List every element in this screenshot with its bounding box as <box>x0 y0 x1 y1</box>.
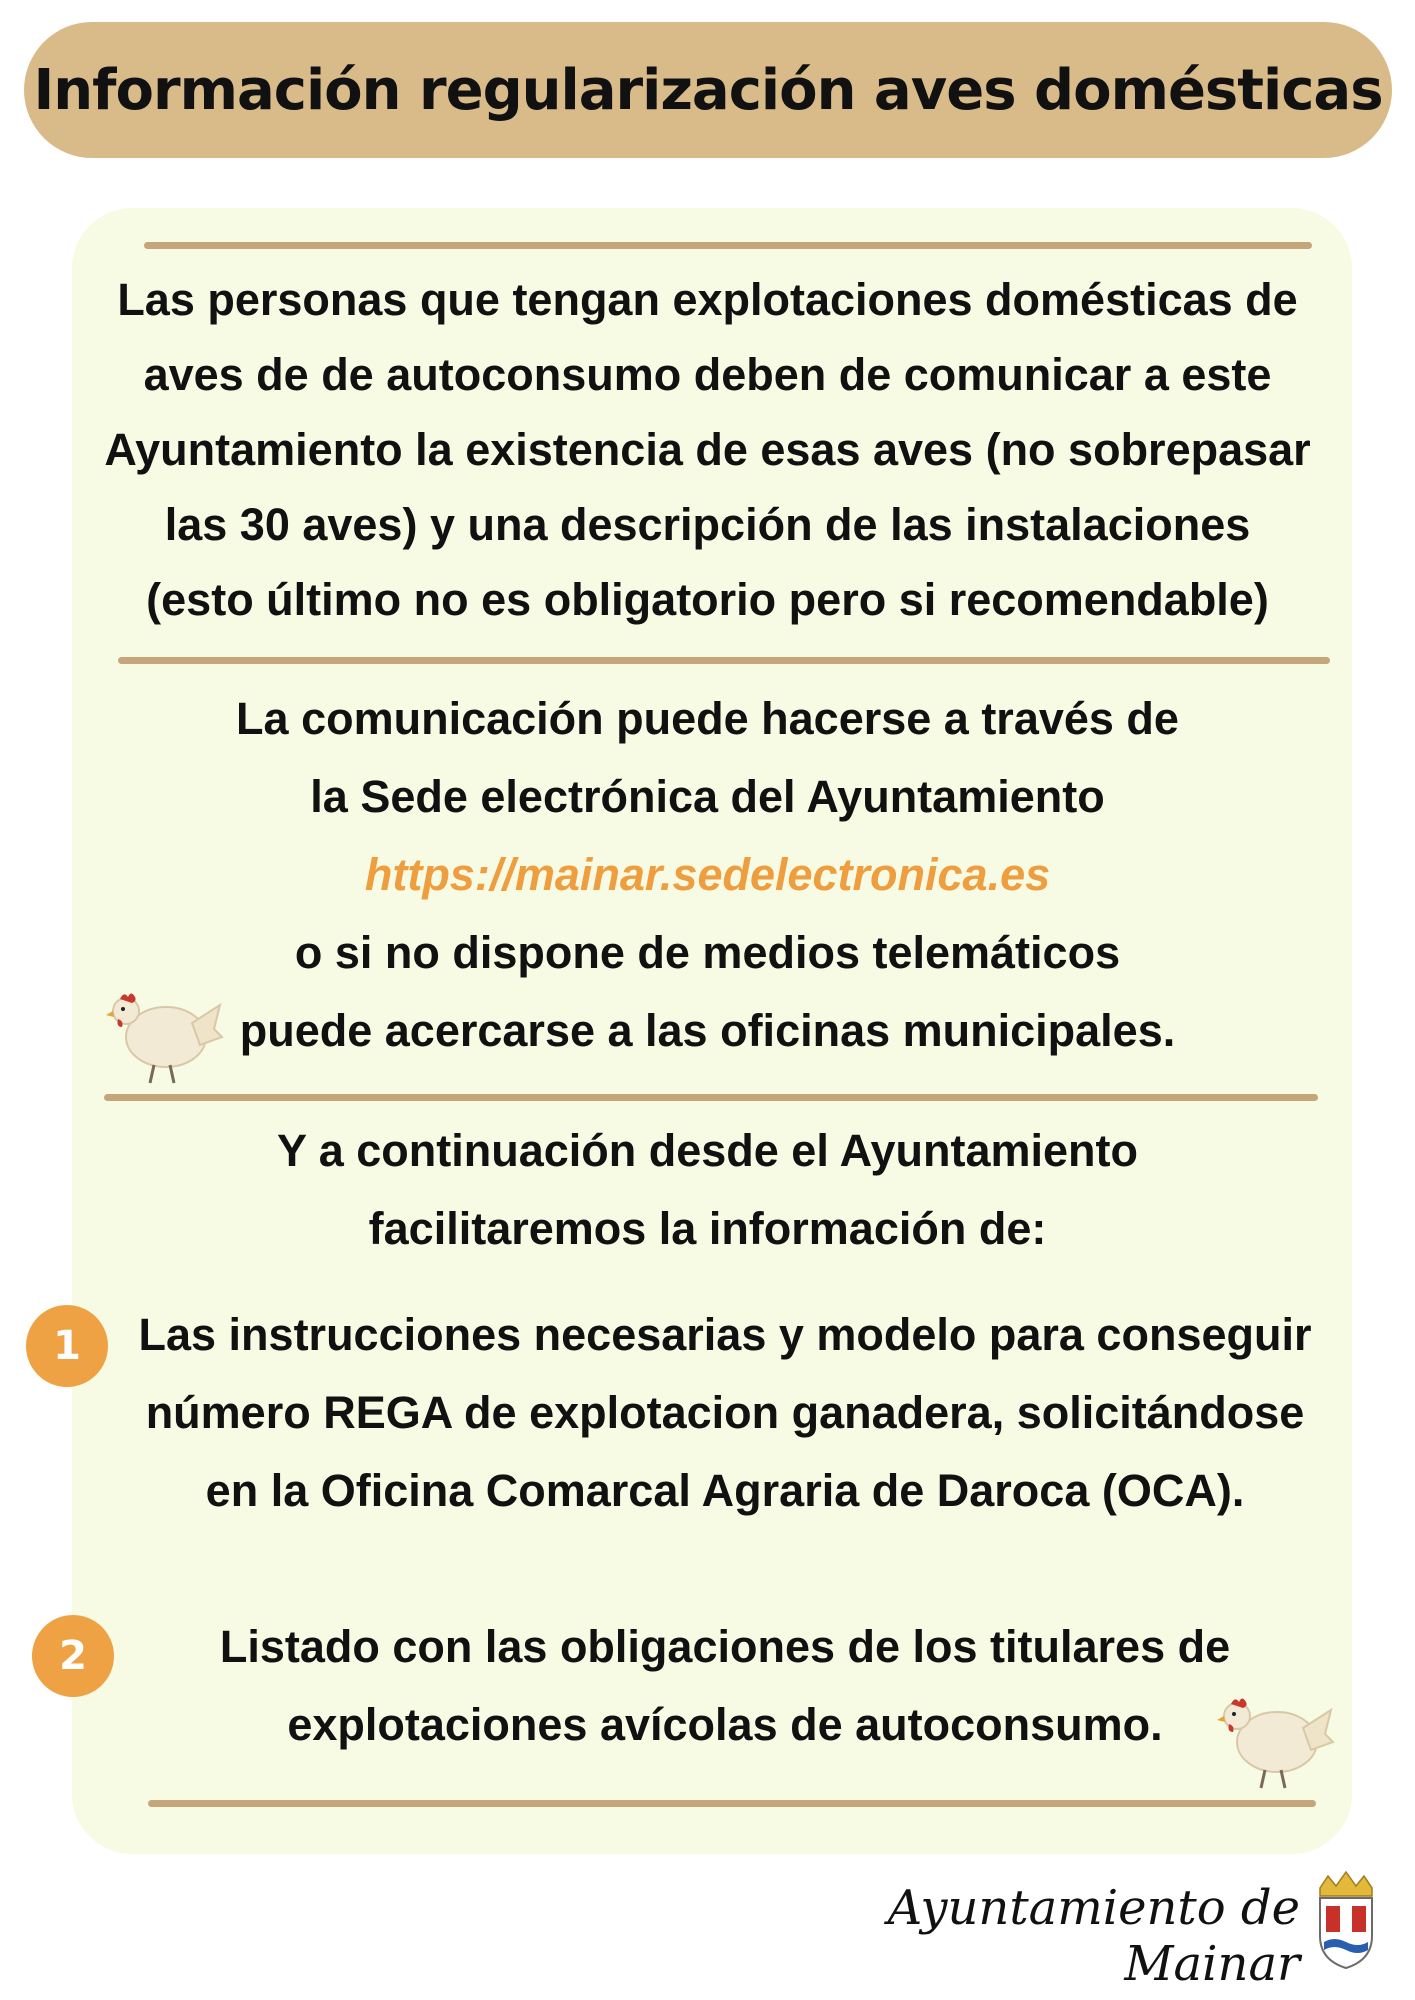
intro-line: las 30 aves) y una descripción de las instalaciones <box>164 499 1251 550</box>
list-item <box>120 1296 1330 1530</box>
list-item-line: en la Oficina Comarcal Agraria de Daroca (OCA). <box>205 1465 1245 1516</box>
list-item-line: Las instrucciones necesarias y modelo para conseguir <box>138 1309 1312 1360</box>
number-badge: 2 <box>32 1615 114 1697</box>
intro-line: (esto último no es obligatorio pero si recomendable) <box>146 574 1269 625</box>
title-banner <box>24 22 1392 158</box>
communication-line: La comunicación puede hacerse a través de <box>236 693 1179 744</box>
number-badge: 1 <box>26 1305 108 1387</box>
divider-bottom <box>148 1800 1316 1807</box>
communication-line: o si no dispone de medios telemáticos <box>294 927 1121 978</box>
list-item <box>120 1608 1330 1764</box>
intro-paragraph <box>100 262 1315 637</box>
followup-line: Y a continuación desde el Ayuntamiento <box>277 1125 1138 1176</box>
hen-icon <box>1215 1680 1335 1792</box>
communication-line: la Sede electrónica del Ayuntamiento <box>310 771 1105 822</box>
hen-icon <box>104 975 224 1087</box>
followup-paragraph <box>100 1112 1315 1268</box>
communication-paragraph <box>100 680 1315 1070</box>
list-item-line: explotaciones avícolas de autoconsumo. <box>287 1699 1163 1750</box>
list-item-line: número REGA de explotacion ganadera, solicitándose <box>145 1387 1305 1438</box>
intro-line: Las personas que tengan explotaciones domésticas de <box>117 274 1298 325</box>
sede-electronica-link[interactable]: https://mainar.sedelectronica.es <box>364 849 1051 900</box>
divider-3 <box>104 1094 1318 1101</box>
page-title: Información regularización aves domésticas <box>33 57 1383 123</box>
intro-line: Ayuntamiento la existencia de esas aves (no sobrepasar <box>104 424 1311 475</box>
followup-line: facilitaremos la información de: <box>368 1203 1047 1254</box>
divider-top <box>144 242 1312 249</box>
signature: Ayuntamiento de Mainar <box>887 1880 1300 1992</box>
list-item-line: Listado con las obligaciones de los titulares de <box>219 1621 1231 1672</box>
communication-line: puede acercarse a las oficinas municipales. <box>239 1005 1176 1056</box>
coat-of-arms-icon <box>1312 1870 1380 1970</box>
intro-line: aves de de autoconsumo deben de comunicar a este <box>143 349 1272 400</box>
divider-2 <box>118 657 1330 664</box>
